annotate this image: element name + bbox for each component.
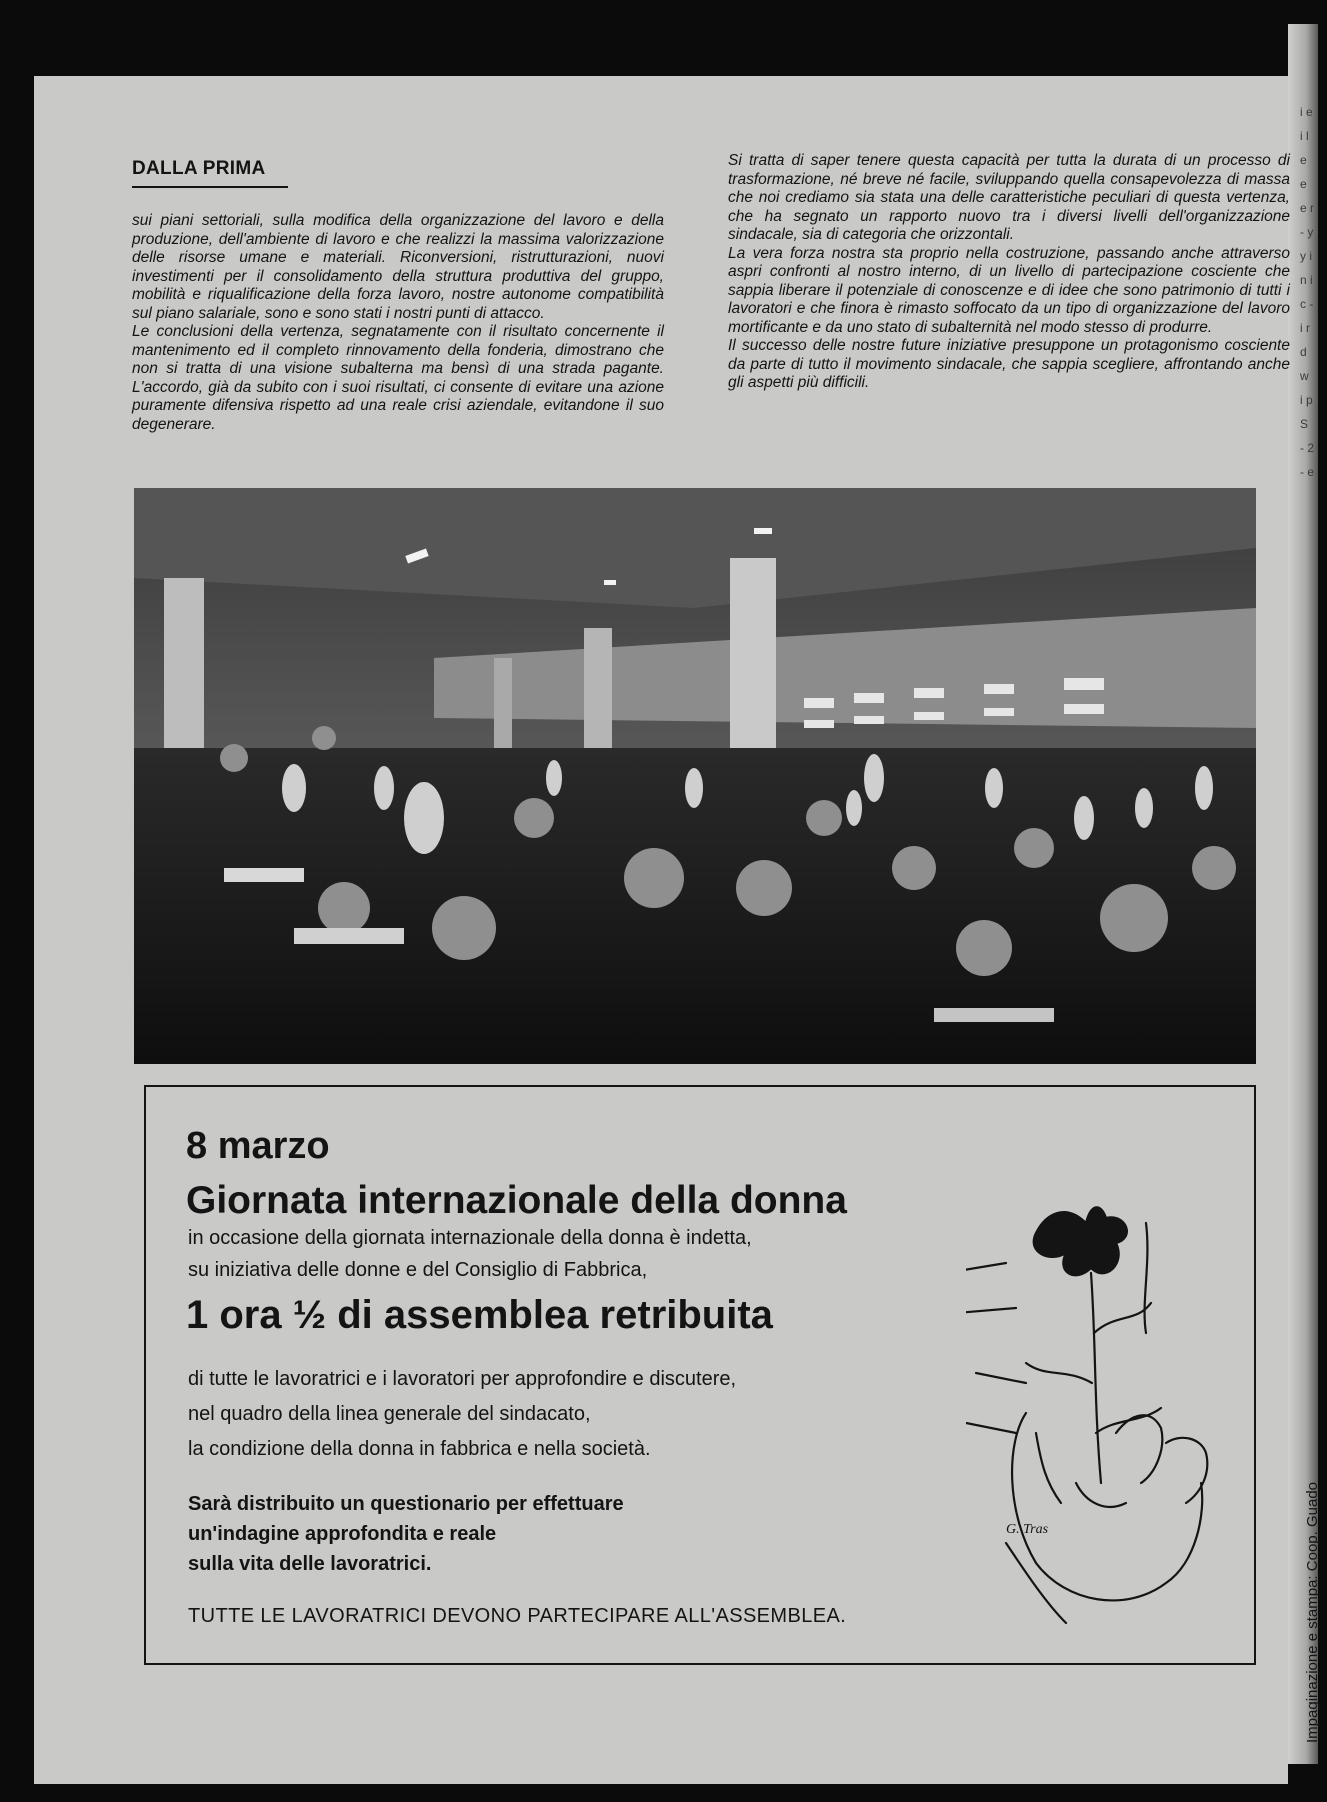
notice-intro-line: su iniziativa delle donne e del Consiglio di Fabbrica, — [188, 1259, 648, 1281]
notice-closing: TUTTE LE LAVORATRICI DEVONO PARTECIPARE ALL'ASSEMBLEA. — [188, 1605, 847, 1627]
notice-body-line: la condizione della donna in fabbrica e nella società. — [188, 1438, 651, 1460]
section-label: DALLA PRIMA — [132, 158, 266, 179]
notice-questionnaire-line: un'indagine approfondita e reale — [188, 1523, 497, 1545]
assembly-photo-image — [134, 488, 1256, 1064]
notice-headline: Giornata internazionale della donna — [186, 1179, 847, 1222]
notice-questionnaire-line: sulla vita delle lavoratrici. — [188, 1553, 432, 1575]
notice-body-line: di tutte le lavoratrici e i lavoratori per approfondire e discutere, — [188, 1368, 737, 1390]
article-paragraph: sui piani settoriali, sulla modifica della organizzazione del lavoro e della produzione, dell'ambiente di lavoro e che realizzi la massima valorizzazione delle risorse umane e materiali. Riconversioni, ristrutturazioni, nuovi investimenti per il consolidamento della struttura produttiva del gruppo, mobilità e riqualificazione della forza lavoro, nostre autonome compatibilità sul piano salariale, sono e sono stati i nostri punti di attacco. — [132, 212, 664, 322]
hand-with-carnation-drawing — [966, 1183, 1226, 1643]
article-column-left — [132, 212, 664, 434]
notice-intro-line: in occasione della giornata internazionale della donna è indetta, — [188, 1227, 752, 1249]
notice-date: 8 marzo — [186, 1125, 330, 1167]
notice-assembly-title: 1 ora ½ di assemblea retribuita — [186, 1293, 773, 1337]
next-page-edge-text: i e i l e e e r - y y i n i c - i r d w i p S - 2 - e — [1300, 105, 1315, 479]
notice-body-line: nel quadro della linea generale del sindacato, — [188, 1403, 591, 1425]
assembly-photo — [134, 488, 1256, 1064]
notice-questionnaire-line: Sarà distribuito un questionario per effettuare — [188, 1493, 624, 1515]
article-paragraph: Il successo delle nostre future iniziative presuppone un protagonismo cosciente da parte di tutto il movimento sindacale, che sappia scegliere, affrontando anche gli aspetti più difficili. — [728, 337, 1290, 391]
print-credit: Impaginazione e stampa: Coop. Guado — [1304, 1482, 1321, 1743]
notice-signature: G. Tras — [1006, 1522, 1049, 1537]
article-paragraph: La vera forza nostra sta proprio nella costruzione, passando anche attraverso aspri confronti al nostro interno, di un livello di partecipazione cosciente che sappia liberare il potenziale di conoscenze e di idee che sono patrimonio di tutti i lavoratori e che finora è rimasto soffocato da un tipo di organizzazione del lavoro mortificante e da uno stato di subalternità nel modo stesso di produrre. — [728, 244, 1290, 336]
article-column-right — [728, 152, 1290, 393]
article-paragraph: Le conclusioni della vertenza, segnatamente con il risultato concernente il mantenimento ed il completo rinnovamento della fonderia, dimostrano che non si tratta di una visione subalterna ma bensì di una strada pagante. L'accordo, già da subito con i suoi risultati, ci consente di evitare una azione puramente difensiva rispetto ad una reale crisi aziendale, evitandone il suo degenerare. — [132, 323, 664, 433]
section-rule — [132, 186, 288, 188]
womens-day-notice — [144, 1085, 1256, 1665]
article-paragraph: Si tratta di saper tenere questa capacità per tutta la durata di un processo di trasformazione, né breve né facile, sviluppando quella consapevolezza di massa che noi crediamo sia stata una delle caratteristiche peculiari di questa vertenza, che ha segnato un rapporto nuovo tra i diversi livelli dell'organizzazione sindacale, sia di categoria che orizzontali. — [728, 152, 1290, 243]
